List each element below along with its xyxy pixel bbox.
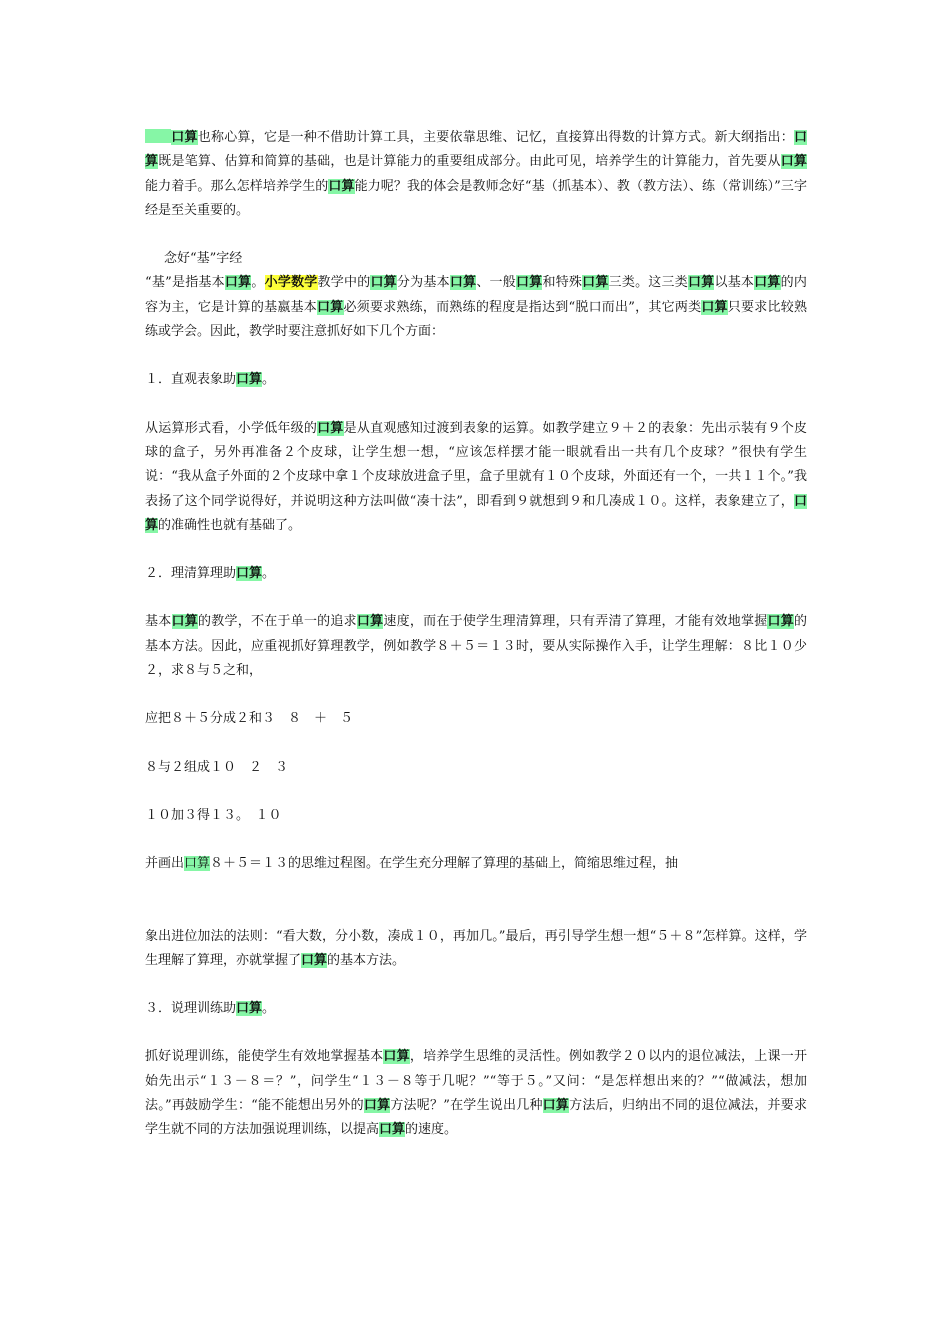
highlight-term: 口算 (356, 614, 384, 630)
document-page (145, 126, 807, 1143)
text-run: 以基本 (714, 275, 755, 291)
line-add (145, 804, 807, 828)
text-run: 基本 (145, 614, 172, 630)
text-run: 能力着手。那么怎样培养学生的 (145, 178, 329, 194)
highlight-term: 口算 (780, 154, 807, 170)
section-heading-ji (145, 247, 807, 271)
highlight-term: 口算 (171, 614, 198, 630)
subheading-1 (145, 368, 807, 392)
text-run: 方法后，归纳出不同的退位减法，并要求学生就不同的方法加强说理训练，以提高 (145, 1098, 807, 1138)
text-run: 抓好说理训练，能使学生有效地掌握基本 (145, 1049, 384, 1065)
text-run: 、一般 (476, 275, 516, 291)
line-compose (145, 756, 807, 780)
highlight-term: 口算 (582, 275, 609, 291)
highlight-term: 口算 (145, 493, 807, 533)
subheading-3 (145, 997, 807, 1021)
highlight-term: 口算 (301, 952, 328, 968)
text-run: 。 (251, 275, 265, 291)
text-run: ３．说理训练助 (145, 1001, 237, 1017)
highlight-term: 口算 (754, 275, 781, 291)
text-run: 三类。这三类 (608, 275, 688, 291)
line-draw (145, 852, 807, 876)
highlight-term: 口算 (224, 275, 252, 291)
highlight-term: 口算 (363, 1098, 391, 1114)
text-run: 的基本方法。因此，应重视抓好算理教学，例如教学８＋５＝１３时，要从实际操作入手，让学生理解：８比１０少２，求８与５之和， (145, 614, 807, 679)
text-run: 并画出 (145, 856, 185, 872)
highlight-term: 口算 (379, 1122, 406, 1138)
highlight-term: 口算 (370, 275, 397, 291)
text-run: “基”是指基本 (145, 275, 225, 291)
highlight-term: 口算 (171, 130, 198, 145)
text-run: 速度，而在于使学生理清算理，只有弄清了算理，才能有效地掌握 (383, 614, 768, 630)
highlight-term: 口算 (184, 856, 211, 872)
paragraph-reasoning (145, 610, 807, 683)
paragraph-rule (145, 925, 807, 974)
highlight-term: 口算 (688, 275, 715, 291)
text-run: ２．理清算理助 (145, 566, 237, 582)
highlight-term: 口算 (542, 1098, 570, 1114)
text-run: ，培养学生思维的灵活性。例如教学２０以内的退位减法，上课一开始先出示“１３－８＝？”，问学生“１３－８等于几呢？”“等于５。”又问：“是怎样想出来的？”“做减法，想加法。”再鼓励学生：“能不能想出另外的 (145, 1049, 807, 1114)
highlight-term: 口算 (317, 420, 344, 436)
highlight-term: 口算 (236, 566, 263, 582)
highlight-term: 口算 (767, 614, 794, 630)
text-run: 的教学，不在于单一的追求 (198, 614, 357, 630)
text-run: 的基本方法。 (327, 952, 406, 968)
text-run: 。 (262, 372, 276, 388)
leading-highlight (145, 129, 171, 143)
intro-text (145, 130, 807, 218)
subheading-2 (145, 562, 807, 586)
highlight-term-yellow: 小学数学 (264, 275, 318, 291)
text-run: 是从直观感知过渡到表象的运算。如教学建立９＋２的表象：先出示装有９个皮球的盒子，另外再准备２个皮球，让学生想一想，“应该怎样摆才能一眼就看出一共有几个皮球？”很快有学生说：“我从盒子外面的２个皮球中拿１个皮球放进盒子里，盒子里就有１０个皮球，外面还有一个，一共１１个。”我表扬了这个同学说得好，并说明这种方法叫做“凑十法”，即看到９就想到９和几凑成１０。这样，表象建立了， (145, 420, 807, 509)
text-run: ８与２组成１０ ２ ３ (145, 759, 289, 775)
text-run: 的准确性也就有基础了。 (158, 517, 302, 533)
highlight-term: 口算 (317, 299, 344, 315)
text-run: 必须要求熟练，而熟练的程度是指达到“脱口而出”，其它两类 (343, 299, 702, 315)
highlight-term: 口算 (328, 178, 355, 194)
text-run: 既是笔算、估算和简算的基础，也是计算能力的重要组成部分。由此可见，培养学生的计算能力，首先要从 (158, 154, 781, 170)
paragraph-explain (145, 1045, 807, 1142)
text-run: 应把８＋５分成２和３ ８ ＋ ５ (145, 711, 354, 727)
highlight-term: 口算 (236, 1001, 263, 1017)
highlight-term: 口算 (449, 275, 477, 291)
text-run: １０加３得１３。 １０ (145, 807, 282, 823)
intro-paragraph (145, 126, 807, 223)
text-run: 的内容为主，它是计算的基嬴基本 (145, 275, 807, 315)
text-run: １．直观表象助 (145, 372, 237, 388)
highlight-term: 口算 (516, 275, 543, 291)
text-run: 的速度。 (405, 1122, 458, 1138)
text-run: 。 (262, 1001, 276, 1017)
text-run: 象出进位加法的法则：“看大数，分小数，凑成１０，再加几。”最后，再引导学生想一想“５＋８”怎样算。这样，学生理解了算理，亦就掌握了 (145, 928, 807, 968)
text-run: 分为基本 (396, 275, 450, 291)
text-run: 念好“基”字经 (164, 251, 243, 267)
text-run: 只要求比较熟练或学会。因此，教学时要注意抓好如下几个方面： (145, 299, 807, 340)
paragraph-intuitive (145, 417, 807, 538)
paragraph-ji (145, 271, 807, 344)
text-run: 和特殊 (542, 275, 583, 291)
text-run: 也称心算，它是一种不借助计算工具，主要依靠思维、记忆，直接算出得数的计算方式。新大纲指出： (197, 130, 794, 145)
line-split (145, 707, 807, 731)
text-run: ８＋５＝１３的思维过程图。在学生充分理解了算理的基础上，简缩思维过程，抽 (210, 856, 679, 872)
highlight-term: 口算 (236, 372, 263, 388)
text-run: 方法呢？”在学生说出几种 (390, 1098, 543, 1114)
text-run: 能力呢？我的体会是教师念好“基（抓基本）、教（教方法）、练（常训练）”三字经是至关重要的。 (145, 178, 807, 218)
highlight-term: 口算 (145, 130, 807, 170)
highlight-term: 口算 (701, 299, 728, 315)
text-run: 从运算形式看，小学低年级的 (145, 420, 318, 436)
highlight-term: 口算 (383, 1049, 410, 1065)
text-run: 。 (262, 566, 276, 582)
text-run: 教学中的 (317, 275, 371, 291)
